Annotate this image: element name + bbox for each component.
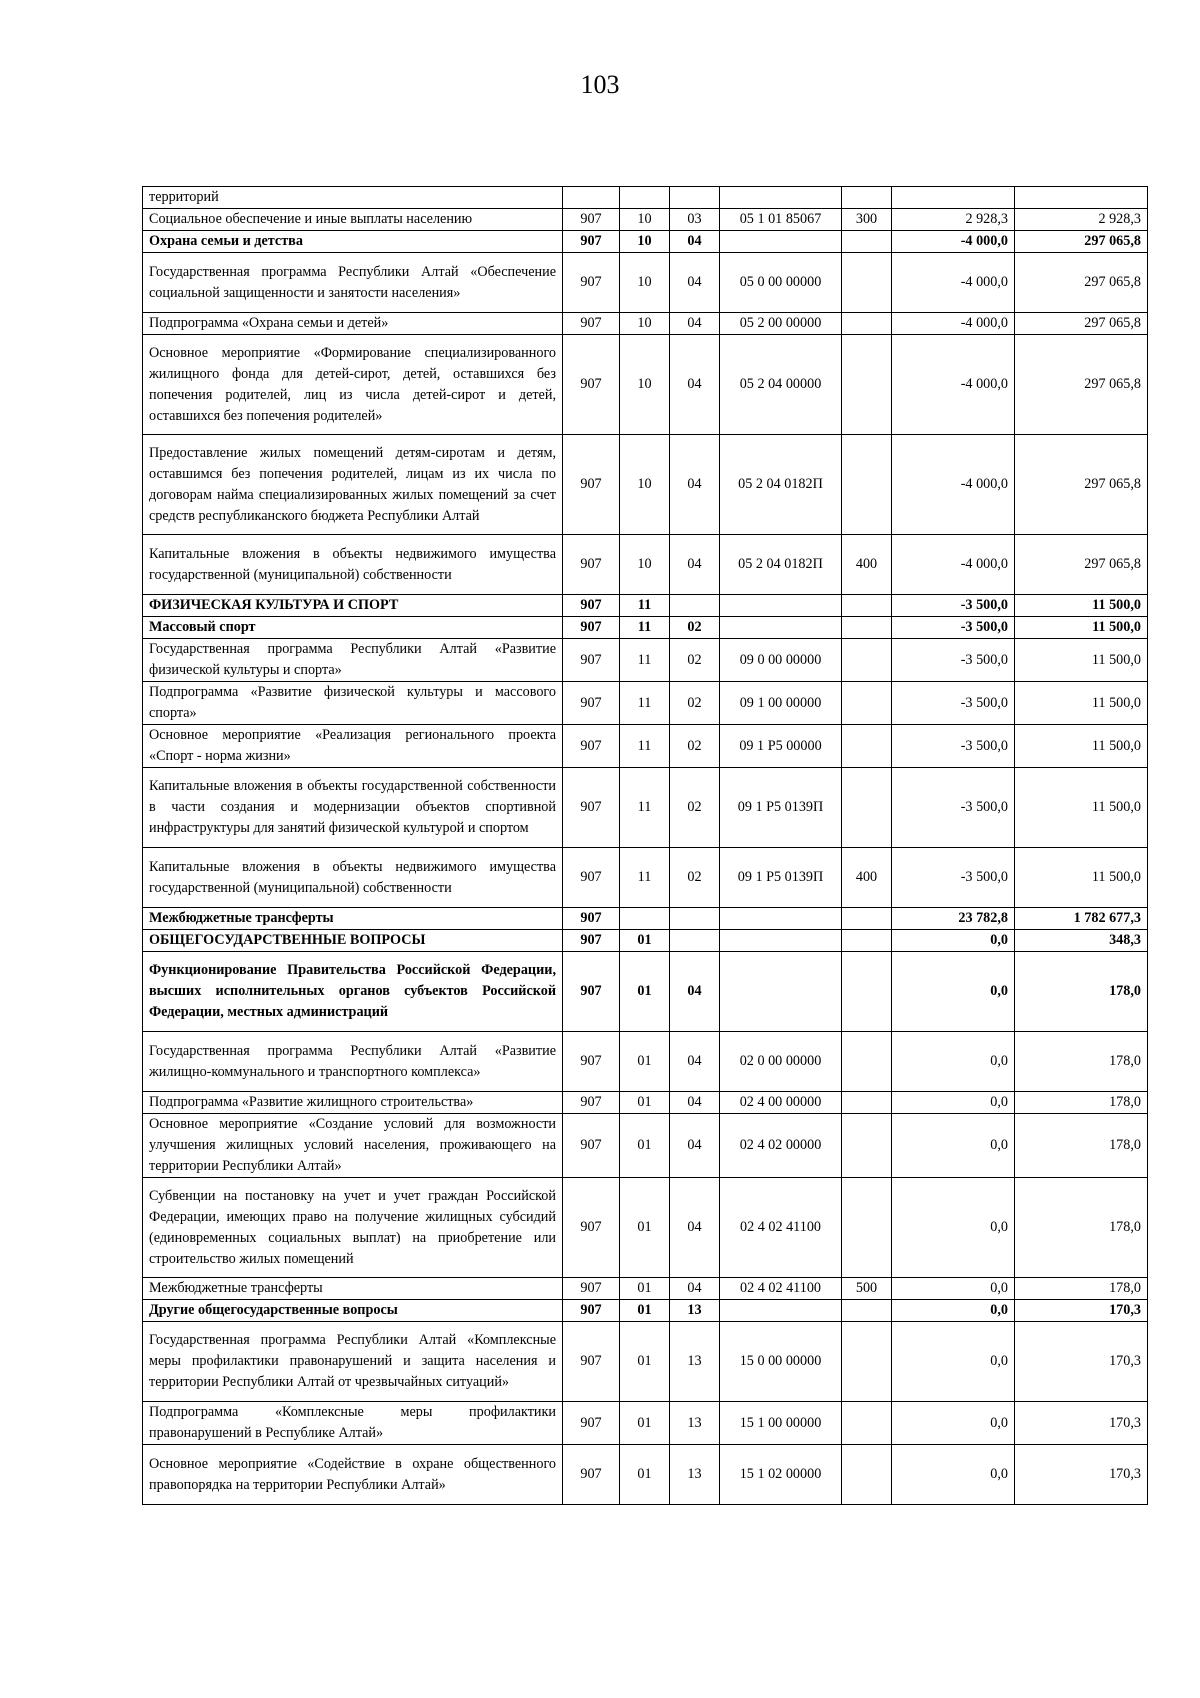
cell-name: Подпрограмма «Развитие жилищного строительства» [143,1092,563,1114]
cell-subsection: 13 [670,1402,720,1445]
cell-name: Охрана семьи и детства [143,231,563,253]
cell-name: Субвенции на постановку на учет и учет граждан Российской Федерации, имеющих право на получение жилищных субсидий (единовременных социальных выплат) на приобретение или строительство жилых помещений [143,1178,563,1278]
cell-expense-type [842,1092,892,1114]
cell-total: 11 500,0 [1015,725,1148,768]
cell-target-article [720,187,842,209]
cell-target-article: 09 1 00 00000 [720,682,842,725]
cell-expense-type [842,313,892,335]
table-row [143,725,1148,768]
cell-name: Государственная программа Республики Алтай «Комплексные меры профилактики правонарушений и защита населения и территории Республики Алтай от чрезвычайных ситуаций» [143,1322,563,1402]
cell-section: 01 [620,1402,670,1445]
cell-total: 170,3 [1015,1322,1148,1402]
cell-admin-code: 907 [563,682,620,725]
cell-admin-code: 907 [563,952,620,1032]
table-row [143,535,1148,595]
cell-section: 01 [620,1114,670,1178]
cell-subsection [670,930,720,952]
cell-total: 11 500,0 [1015,682,1148,725]
cell-subsection: 02 [670,617,720,639]
cell-total: 178,0 [1015,1278,1148,1300]
cell-total: 11 500,0 [1015,639,1148,682]
cell-total: 297 065,8 [1015,435,1148,535]
cell-subsection: 02 [670,725,720,768]
table-row [143,1278,1148,1300]
cell-expense-type [842,435,892,535]
cell-subsection: 04 [670,435,720,535]
cell-name: Государственная программа Республики Алтай «Обеспечение социальной защищенности и занятости населения» [143,253,563,313]
cell-target-article: 15 1 00 00000 [720,1402,842,1445]
cell-change: 0,0 [892,1114,1015,1178]
table-row [143,617,1148,639]
cell-admin-code: 907 [563,908,620,930]
cell-name: Функционирование Правительства Российской Федерации, высших исполнительных органов субъектов Российской Федерации, местных администраций [143,952,563,1032]
cell-expense-type: 400 [842,848,892,908]
cell-name: Государственная программа Республики Алтай «Развитие физической культуры и спорта» [143,639,563,682]
cell-section [620,908,670,930]
cell-change [892,187,1015,209]
cell-admin-code: 907 [563,848,620,908]
cell-change: 0,0 [892,1402,1015,1445]
cell-expense-type [842,1402,892,1445]
cell-change: -4 000,0 [892,253,1015,313]
cell-section: 11 [620,595,670,617]
cell-section: 10 [620,435,670,535]
cell-target-article: 05 2 04 0182П [720,535,842,595]
cell-subsection: 04 [670,335,720,435]
cell-total [1015,187,1148,209]
cell-expense-type: 500 [842,1278,892,1300]
table-row [143,1300,1148,1322]
cell-change: -3 500,0 [892,682,1015,725]
cell-name: Основное мероприятие «Создание условий для возможности улучшения жилищных условий населения, проживающего на территории Республики Алтай» [143,1114,563,1178]
cell-name: ОБЩЕГОСУДАРСТВЕННЫЕ ВОПРОСЫ [143,930,563,952]
table-row [143,1445,1148,1505]
cell-target-article: 15 1 02 00000 [720,1445,842,1505]
table-row [143,253,1148,313]
table-row [143,908,1148,930]
cell-total: 11 500,0 [1015,617,1148,639]
table-row [143,1402,1148,1445]
cell-subsection: 02 [670,768,720,848]
cell-subsection: 13 [670,1300,720,1322]
cell-name: Подпрограмма «Развитие физической культуры и массового спорта» [143,682,563,725]
cell-total: 348,3 [1015,930,1148,952]
cell-target-article [720,908,842,930]
cell-section: 01 [620,952,670,1032]
cell-expense-type [842,595,892,617]
cell-expense-type [842,768,892,848]
cell-total: 178,0 [1015,952,1148,1032]
table-row [143,639,1148,682]
cell-expense-type [842,1445,892,1505]
cell-target-article: 09 1 P5 0139П [720,768,842,848]
cell-section: 10 [620,335,670,435]
cell-subsection: 04 [670,1278,720,1300]
cell-change: -3 500,0 [892,768,1015,848]
cell-total: 297 065,8 [1015,335,1148,435]
cell-name: Капитальные вложения в объекты недвижимого имущества государственной (муниципальной) собственности [143,535,563,595]
cell-expense-type [842,639,892,682]
cell-change: -4 000,0 [892,313,1015,335]
cell-name: ФИЗИЧЕСКАЯ КУЛЬТУРА И СПОРТ [143,595,563,617]
table-row [143,335,1148,435]
cell-name: Межбюджетные трансферты [143,908,563,930]
cell-name: территорий [143,187,563,209]
cell-section: 01 [620,930,670,952]
cell-target-article [720,231,842,253]
table-row [143,187,1148,209]
cell-admin-code: 907 [563,1092,620,1114]
budget-table [142,186,1148,1505]
cell-subsection: 04 [670,952,720,1032]
cell-target-article: 05 2 00 00000 [720,313,842,335]
cell-target-article [720,930,842,952]
table-row [143,848,1148,908]
cell-admin-code: 907 [563,1178,620,1278]
cell-target-article: 09 1 P5 00000 [720,725,842,768]
cell-section [620,187,670,209]
cell-subsection: 04 [670,535,720,595]
cell-name: Государственная программа Республики Алтай «Развитие жилищно-коммунального и транспортного комплекса» [143,1032,563,1092]
cell-subsection: 02 [670,639,720,682]
cell-target-article [720,1300,842,1322]
cell-change: 2 928,3 [892,209,1015,231]
cell-section: 10 [620,535,670,595]
cell-name: Основное мероприятие «Содействие в охране общественного правопорядка на территории Республики Алтай» [143,1445,563,1505]
cell-change: 0,0 [892,1300,1015,1322]
cell-subsection: 13 [670,1445,720,1505]
cell-expense-type [842,617,892,639]
cell-name: Капитальные вложения в объекты недвижимого имущества государственной (муниципальной) собственности [143,848,563,908]
cell-name: Основное мероприятие «Реализация регионального проекта «Спорт - норма жизни» [143,725,563,768]
cell-target-article: 02 4 02 41100 [720,1178,842,1278]
cell-change: -3 500,0 [892,639,1015,682]
cell-target-article [720,617,842,639]
cell-section: 01 [620,1092,670,1114]
cell-total: 178,0 [1015,1032,1148,1092]
cell-total: 11 500,0 [1015,768,1148,848]
cell-change: 0,0 [892,930,1015,952]
cell-total: 297 065,8 [1015,535,1148,595]
cell-target-article: 09 1 P5 0139П [720,848,842,908]
table-row [143,930,1148,952]
cell-change: 0,0 [892,1322,1015,1402]
cell-expense-type [842,187,892,209]
cell-name: Подпрограмма «Охрана семьи и детей» [143,313,563,335]
cell-subsection: 03 [670,209,720,231]
cell-admin-code: 907 [563,768,620,848]
cell-admin-code: 907 [563,639,620,682]
cell-subsection: 04 [670,1092,720,1114]
cell-subsection: 04 [670,1178,720,1278]
cell-subsection: 04 [670,313,720,335]
cell-expense-type [842,952,892,1032]
cell-expense-type [842,1178,892,1278]
cell-change: 0,0 [892,1092,1015,1114]
cell-admin-code: 907 [563,1445,620,1505]
cell-expense-type [842,231,892,253]
cell-admin-code: 907 [563,595,620,617]
cell-name: Социальное обеспечение и иные выплаты населению [143,209,563,231]
cell-expense-type [842,253,892,313]
cell-section: 11 [620,682,670,725]
cell-section: 01 [620,1300,670,1322]
cell-change: -3 500,0 [892,848,1015,908]
cell-admin-code: 907 [563,335,620,435]
cell-target-article: 05 0 00 00000 [720,253,842,313]
cell-name: Другие общегосударственные вопросы [143,1300,563,1322]
cell-subsection [670,187,720,209]
cell-target-article: 02 0 00 00000 [720,1032,842,1092]
cell-change: -4 000,0 [892,335,1015,435]
cell-target-article: 02 4 02 41100 [720,1278,842,1300]
cell-section: 01 [620,1178,670,1278]
table-row [143,1114,1148,1178]
cell-admin-code: 907 [563,725,620,768]
cell-section: 11 [620,725,670,768]
cell-subsection: 13 [670,1322,720,1402]
cell-admin-code [563,187,620,209]
cell-expense-type [842,1322,892,1402]
cell-expense-type [842,1032,892,1092]
cell-admin-code: 907 [563,253,620,313]
cell-target-article: 02 4 00 00000 [720,1092,842,1114]
cell-expense-type [842,1114,892,1178]
cell-total: 170,3 [1015,1300,1148,1322]
cell-subsection: 04 [670,253,720,313]
table-row [143,231,1148,253]
cell-expense-type [842,930,892,952]
cell-admin-code: 907 [563,435,620,535]
cell-change: -3 500,0 [892,595,1015,617]
cell-subsection [670,908,720,930]
cell-total: 1 782 677,3 [1015,908,1148,930]
table-row [143,209,1148,231]
cell-expense-type: 300 [842,209,892,231]
cell-admin-code: 907 [563,313,620,335]
cell-change: 0,0 [892,1178,1015,1278]
cell-expense-type: 400 [842,535,892,595]
cell-target-article: 02 4 02 00000 [720,1114,842,1178]
cell-admin-code: 907 [563,1402,620,1445]
cell-change: 0,0 [892,1445,1015,1505]
cell-admin-code: 907 [563,1278,620,1300]
table-row [143,313,1148,335]
cell-subsection [670,595,720,617]
cell-subsection: 04 [670,231,720,253]
table-row [143,1322,1148,1402]
cell-admin-code: 907 [563,617,620,639]
cell-total: 170,3 [1015,1445,1148,1505]
cell-section: 11 [620,639,670,682]
cell-admin-code: 907 [563,535,620,595]
cell-admin-code: 907 [563,209,620,231]
cell-target-article: 09 0 00 00000 [720,639,842,682]
page-number: 103 [580,70,620,99]
cell-expense-type [842,908,892,930]
cell-name: Предоставление жилых помещений детям-сиротам и детям, оставшимся без попечения родителей, лицам из их числа по договорам найма специализированных жилых помещений за счет средств республиканского бюджета Республики Алтай [143,435,563,535]
cell-section: 11 [620,768,670,848]
cell-name: Массовый спорт [143,617,563,639]
cell-admin-code: 907 [563,1032,620,1092]
cell-section: 11 [620,848,670,908]
cell-section: 01 [620,1032,670,1092]
cell-change: -3 500,0 [892,725,1015,768]
cell-change: 0,0 [892,1032,1015,1092]
cell-total: 11 500,0 [1015,595,1148,617]
cell-section: 11 [620,617,670,639]
cell-target-article [720,952,842,1032]
table-row [143,952,1148,1032]
cell-section: 10 [620,209,670,231]
cell-section: 01 [620,1445,670,1505]
cell-total: 178,0 [1015,1178,1148,1278]
cell-expense-type [842,335,892,435]
cell-name: Подпрограмма «Комплексные меры профилактики правонарушений в Республике Алтай» [143,1402,563,1445]
table-row [143,1178,1148,1278]
cell-target-article [720,595,842,617]
cell-total: 297 065,8 [1015,313,1148,335]
cell-total: 178,0 [1015,1092,1148,1114]
cell-expense-type [842,682,892,725]
cell-name: Основное мероприятие «Формирование специализированного жилищного фонда для детей-сирот, детей, оставшихся без попечения родителей, лиц из числа детей-сирот и детей, оставшихся без попечения родителей» [143,335,563,435]
cell-change: 0,0 [892,1278,1015,1300]
cell-target-article: 05 2 04 0182П [720,435,842,535]
table-row [143,1032,1148,1092]
cell-target-article: 05 1 01 85067 [720,209,842,231]
table-row [143,1092,1148,1114]
cell-admin-code: 907 [563,1300,620,1322]
cell-section: 01 [620,1322,670,1402]
cell-change: 23 782,8 [892,908,1015,930]
cell-admin-code: 907 [563,930,620,952]
cell-subsection: 02 [670,848,720,908]
cell-subsection: 04 [670,1032,720,1092]
cell-target-article: 05 2 04 00000 [720,335,842,435]
cell-admin-code: 907 [563,231,620,253]
cell-section: 10 [620,313,670,335]
table-row [143,595,1148,617]
cell-target-article: 15 0 00 00000 [720,1322,842,1402]
cell-admin-code: 907 [563,1114,620,1178]
table-row [143,768,1148,848]
table-row [143,435,1148,535]
cell-total: 170,3 [1015,1402,1148,1445]
cell-change: -3 500,0 [892,617,1015,639]
cell-name: Межбюджетные трансферты [143,1278,563,1300]
cell-subsection: 02 [670,682,720,725]
cell-change: -4 000,0 [892,435,1015,535]
cell-total: 178,0 [1015,1114,1148,1178]
cell-name: Капитальные вложения в объекты государственной собственности в части создания и модернизации объектов спортивной инфраструктуры для занятий физической культурой и спортом [143,768,563,848]
cell-change: -4 000,0 [892,535,1015,595]
cell-section: 10 [620,253,670,313]
cell-expense-type [842,725,892,768]
cell-admin-code: 907 [563,1322,620,1402]
cell-total: 2 928,3 [1015,209,1148,231]
cell-section: 10 [620,231,670,253]
table-row [143,682,1148,725]
cell-change: -4 000,0 [892,231,1015,253]
cell-change: 0,0 [892,952,1015,1032]
cell-total: 297 065,8 [1015,231,1148,253]
cell-total: 11 500,0 [1015,848,1148,908]
cell-total: 297 065,8 [1015,253,1148,313]
cell-subsection: 04 [670,1114,720,1178]
cell-expense-type [842,1300,892,1322]
cell-section: 01 [620,1278,670,1300]
